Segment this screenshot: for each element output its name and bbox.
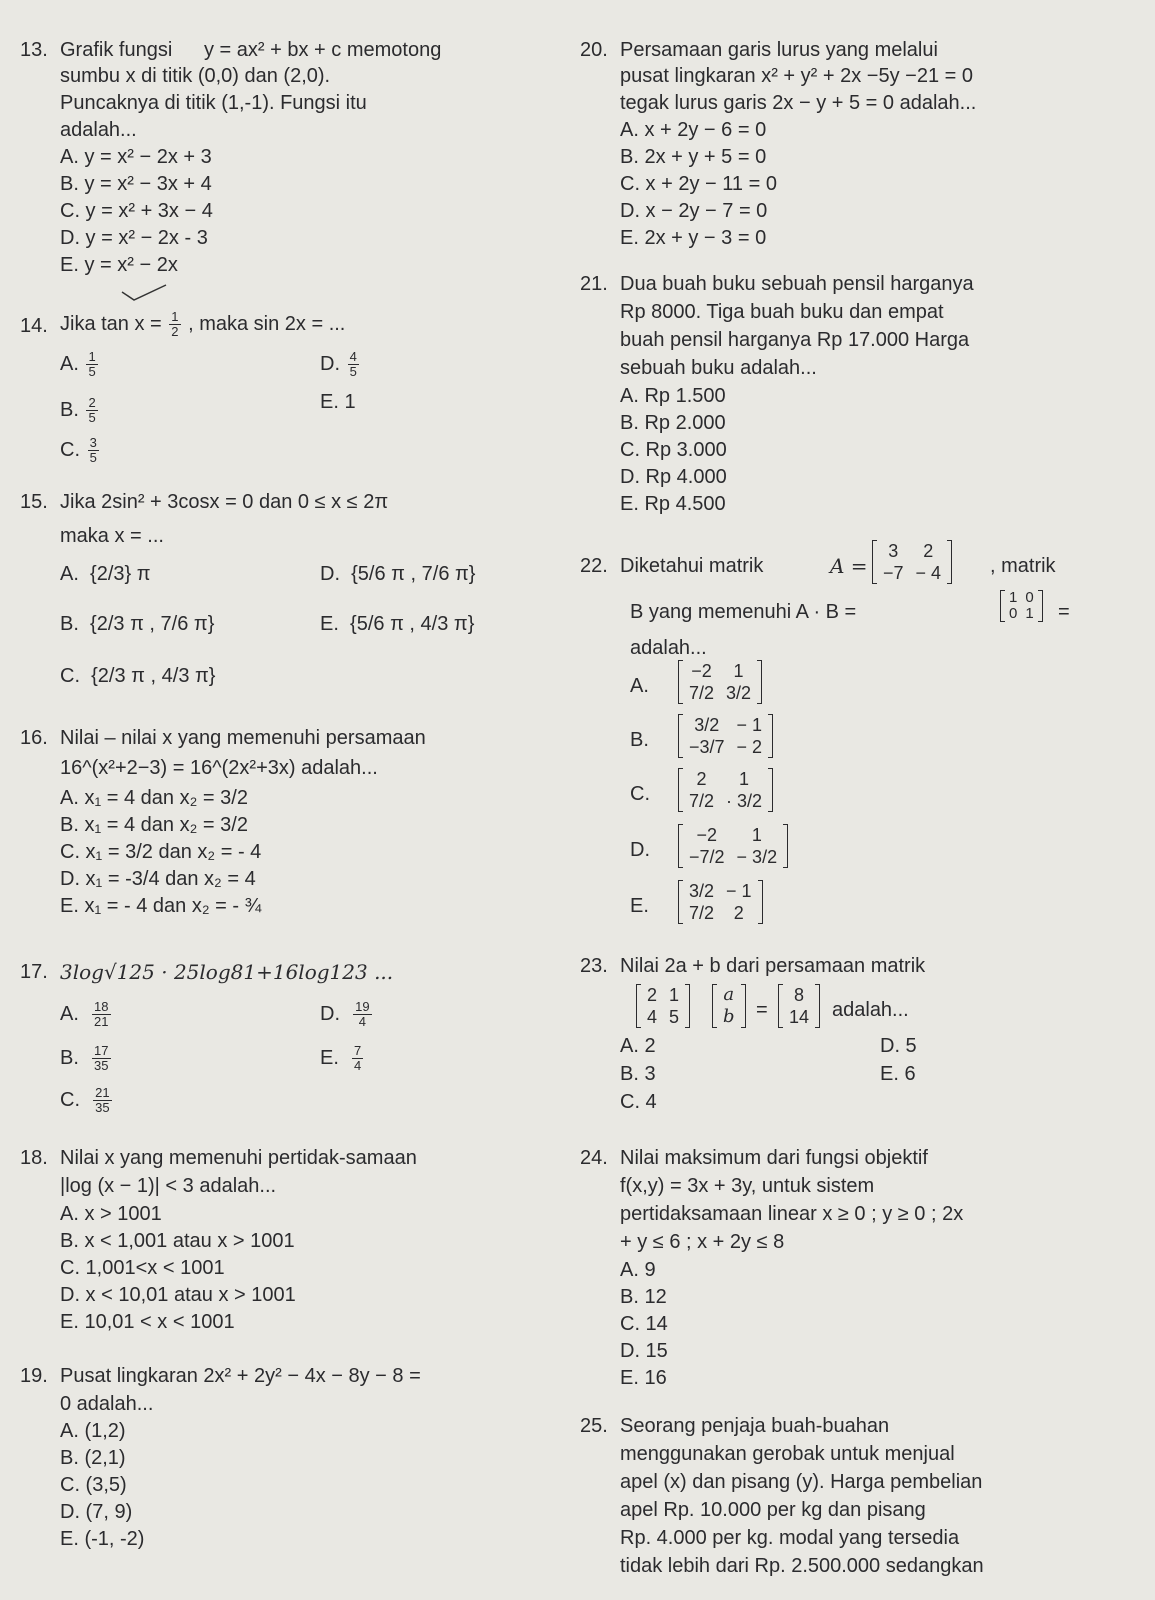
q21-option-e: E. Rp 4.500 xyxy=(620,493,726,515)
q13-number: 13. xyxy=(20,39,48,61)
q18-option-d: D. x < 10,01 atau x > 1001 xyxy=(60,1284,296,1306)
q22-line1-a: Diketahui matrik xyxy=(620,555,764,577)
q15-line1: Jika 2sin² + 3cosx = 0 dan 0 ≤ x ≤ 2π xyxy=(60,491,389,513)
q22-option-e-label: E. xyxy=(630,895,649,917)
q13-option-b: B. y = x² − 3x + 4 xyxy=(60,173,212,195)
q13-option-c: C. y = x² + 3x − 4 xyxy=(60,200,213,222)
q20-option-a: A. x + 2y − 6 = 0 xyxy=(620,119,767,141)
q21-option-a: A. Rp 1.500 xyxy=(620,385,726,407)
q16-option-d: D. x₁ = -3/4 dan x₂ = 4 xyxy=(60,868,256,890)
q15-option-a: A. {2/3} π xyxy=(60,563,151,585)
q14-option-d: D. $\frac{4}{5}$ xyxy=(320,349,357,379)
q16-number: 16. xyxy=(20,727,48,749)
q13-line1-eq: y = ax² + bx + c memotong xyxy=(204,39,442,61)
q19-line1: Pusat lingkaran 2x² + 2y² − 4x − 8y − 8 = xyxy=(60,1365,421,1387)
q14-suffix: , maka sin 2x = ... xyxy=(188,312,346,335)
q18-line2: |log (x − 1)| < 3 adalah... xyxy=(60,1175,277,1197)
q25-line5: Rp. 4.000 per kg. modal yang tersedia xyxy=(620,1527,960,1549)
q18-option-e: E. 10,01 < x < 1001 xyxy=(60,1311,235,1333)
q23-option-c: C. 4 xyxy=(620,1091,657,1113)
q17-option-d: D. $\frac{19}{4}$ xyxy=(320,999,370,1029)
q24-option-c: C. 14 xyxy=(620,1313,668,1335)
q17-option-a: A. $\frac{18}{21}$ xyxy=(60,999,109,1029)
q13-option-e: E. y = x² − 2x xyxy=(60,254,178,276)
q22-option-c-label: C. xyxy=(630,783,650,805)
q22-line2-a: B yang memenuhi A · B = xyxy=(630,601,857,623)
q13-option-d: D. y = x² − 2x - 3 xyxy=(60,227,208,249)
checkmark-icon xyxy=(120,282,170,304)
q22-option-d-label: D. xyxy=(630,839,650,861)
q15-option-e: E. {5/6 π , 4/3 π} xyxy=(320,613,475,635)
q16-option-a: A. x₁ = 4 dan x₂ = 3/2 xyxy=(60,787,248,809)
q17-option-e: E. $\frac{7}{4}$ xyxy=(320,1043,362,1073)
q14-option-a: A. $\frac{1}{5}$ xyxy=(60,349,96,379)
q25-line4: apel Rp. 10.000 per kg dan pisang xyxy=(620,1499,926,1521)
q15-option-c: C. {2/3 π , 4/3 π} xyxy=(60,665,216,687)
q19-number: 19. xyxy=(20,1365,48,1387)
q22-line2-b: = xyxy=(1058,601,1070,623)
q25-number: 25. xyxy=(580,1415,608,1437)
q25-line2: menggunakan gerobak untuk menjual xyxy=(620,1443,955,1465)
q21-line2: Rp 8000. Tiga buah buku dan empat xyxy=(620,301,944,323)
q22-option-a-matrix: −2 1 7/2 3/2 xyxy=(678,660,762,704)
q20-option-e: E. 2x + y − 3 = 0 xyxy=(620,227,767,249)
q19-option-d: D. (7, 9) xyxy=(60,1501,133,1523)
q23-vector-ab: a b xyxy=(712,984,746,1028)
q25-line1: Seorang penjaja buah-buahan xyxy=(620,1415,890,1437)
q15-option-b: B. {2/3 π , 7/6 π} xyxy=(60,613,215,635)
q23-line1: Nilai 2a + b dari persamaan matrik xyxy=(620,955,926,977)
q22-line3: adalah... xyxy=(630,637,707,659)
q25-line3: apel (x) dan pisang (y). Harga pembelian xyxy=(620,1471,983,1493)
q20-line3: tegak lurus garis 2x − y + 5 = 0 adalah... xyxy=(620,92,977,114)
q20-option-c: C. x + 2y − 11 = 0 xyxy=(620,173,777,195)
q16-option-c: C. x₁ = 3/2 dan x₂ = - 4 xyxy=(60,841,262,863)
q13-line1: Grafik fungsi xyxy=(60,39,173,61)
q23-equals: = xyxy=(756,999,768,1021)
q24-line3: pertidaksamaan linear x ≥ 0 ; y ≥ 0 ; 2x xyxy=(620,1203,964,1225)
q22-matrix-identity: 1 0 0 1 xyxy=(1000,590,1043,622)
q21-option-c: C. Rp 3.000 xyxy=(620,439,727,461)
q13-line3: Puncaknya di titik (1,-1). Fungsi itu xyxy=(60,92,367,114)
q18-option-b: B. x < 1,001 atau x > 1001 xyxy=(60,1230,295,1252)
q17-number: 17. xyxy=(20,961,48,983)
q14-option-e: E. 1 xyxy=(320,391,356,413)
q22-matrix-a: 3 2 −7 − 4 xyxy=(872,540,952,584)
q22-option-a-label: A. xyxy=(630,675,649,697)
q15-line2: maka x = ... xyxy=(60,525,164,547)
q21-option-b: B. Rp 2.000 xyxy=(620,412,726,434)
q14-number: 14. xyxy=(20,315,48,337)
q17-expression: 3log√125 · 25log81+16log123 ... xyxy=(60,960,394,984)
q24-number: 24. xyxy=(580,1147,608,1169)
q22-option-b-label: B. xyxy=(630,729,649,751)
q24-line4: + y ≤ 6 ; x + 2y ≤ 8 xyxy=(620,1231,785,1253)
q23-option-b: B. 3 xyxy=(620,1063,656,1085)
q20-line2: pusat lingkaran x² + y² + 2x −5y −21 = 0 xyxy=(620,65,973,87)
q18-line1: Nilai x yang memenuhi pertidak-samaan xyxy=(60,1147,417,1169)
q20-line1: Persamaan garis lurus yang melalui xyxy=(620,39,938,61)
q14-option-b: B. $\frac{2}{5}$ xyxy=(60,395,96,425)
q22-matrix-a-label: A = xyxy=(830,554,868,578)
q23-matrix-m: 2 1 4 5 xyxy=(636,984,690,1028)
q15-number: 15. xyxy=(20,491,48,513)
q23-tail: adalah... xyxy=(832,999,909,1021)
q23-option-d: D. 5 xyxy=(880,1035,917,1057)
q18-option-a: A. x > 1001 xyxy=(60,1203,162,1225)
q16-line2: 16^(x²+2−3) = 16^(2x²+3x) adalah... xyxy=(60,757,378,779)
q20-option-b: B. 2x + y + 5 = 0 xyxy=(620,146,767,168)
q16-line1: Nilai – nilai x yang memenuhi persamaan xyxy=(60,727,426,749)
q24-option-a: A. 9 xyxy=(620,1259,656,1281)
q24-line1: Nilai maksimum dari fungsi objektif xyxy=(620,1147,928,1169)
q14-prefix: Jika tan x = xyxy=(60,312,162,335)
q17-option-c: C. $\frac{21}{35}$ xyxy=(60,1085,110,1115)
q15-option-d: D. {5/6 π , 7/6 π} xyxy=(320,563,476,585)
q16-option-e: E. x₁ = - 4 dan x₂ = - ¾ xyxy=(60,895,262,917)
q22-option-b-matrix: 3/2 − 1 −3/7 − 2 xyxy=(678,714,773,758)
q19-option-a: A. (1,2) xyxy=(60,1420,126,1442)
q21-line3: buah pensil harganya Rp 17.000 Harga xyxy=(620,329,970,351)
q17-option-b: B. $\frac{17}{35}$ xyxy=(60,1043,109,1073)
q14-option-c: C. $\frac{3}{5}$ xyxy=(60,435,97,465)
q13-line2: sumbu x di titik (0,0) dan (2,0). xyxy=(60,65,331,87)
q22-number: 22. xyxy=(580,555,608,577)
q22-line1-b: , matrik xyxy=(990,555,1056,577)
q24-option-d: D. 15 xyxy=(620,1340,668,1362)
q18-option-c: C. 1,001<x < 1001 xyxy=(60,1257,225,1279)
q20-number: 20. xyxy=(580,39,608,61)
q13-option-a: A. y = x² − 2x + 3 xyxy=(60,146,212,168)
q24-option-b: B. 12 xyxy=(620,1286,667,1308)
q25-line6: tidak lebih dari Rp. 2.500.000 sedangkan xyxy=(620,1555,984,1577)
q23-option-e: E. 6 xyxy=(880,1063,916,1085)
q18-number: 18. xyxy=(20,1147,48,1169)
q23-number: 23. xyxy=(580,955,608,977)
q19-option-c: C. (3,5) xyxy=(60,1474,127,1496)
q20-option-d: D. x − 2y − 7 = 0 xyxy=(620,200,768,222)
q21-number: 21. xyxy=(580,273,608,295)
q21-option-d: D. Rp 4.000 xyxy=(620,466,727,488)
q22-option-c-matrix: 2 1 7/2 · 3/2 xyxy=(678,768,773,812)
q22-option-e-matrix: 3/2 − 1 7/2 2 xyxy=(678,880,763,924)
q23-option-a: A. 2 xyxy=(620,1035,656,1057)
q21-line1: Dua buah buku sebuah pensil harganya xyxy=(620,273,974,295)
q14-fraction: $\frac{1}{2}$ xyxy=(171,309,179,339)
q22-option-d-matrix: −2 1 −7/2 − 3/2 xyxy=(678,824,788,868)
q16-option-b: B. x₁ = 4 dan x₂ = 3/2 xyxy=(60,814,248,836)
q14-stem xyxy=(60,310,345,339)
q19-option-e: E. (-1, -2) xyxy=(60,1528,145,1550)
q23-vector-result: 8 14 xyxy=(778,984,820,1028)
q24-line2: f(x,y) = 3x + 3y, untuk sistem xyxy=(620,1175,875,1197)
q13-line4: adalah... xyxy=(60,119,137,141)
q19-line2: 0 adalah... xyxy=(60,1393,154,1415)
q19-option-b: B. (2,1) xyxy=(60,1447,126,1469)
q21-line4: sebuah buku adalah... xyxy=(620,357,817,379)
q24-option-e: E. 16 xyxy=(620,1367,667,1389)
